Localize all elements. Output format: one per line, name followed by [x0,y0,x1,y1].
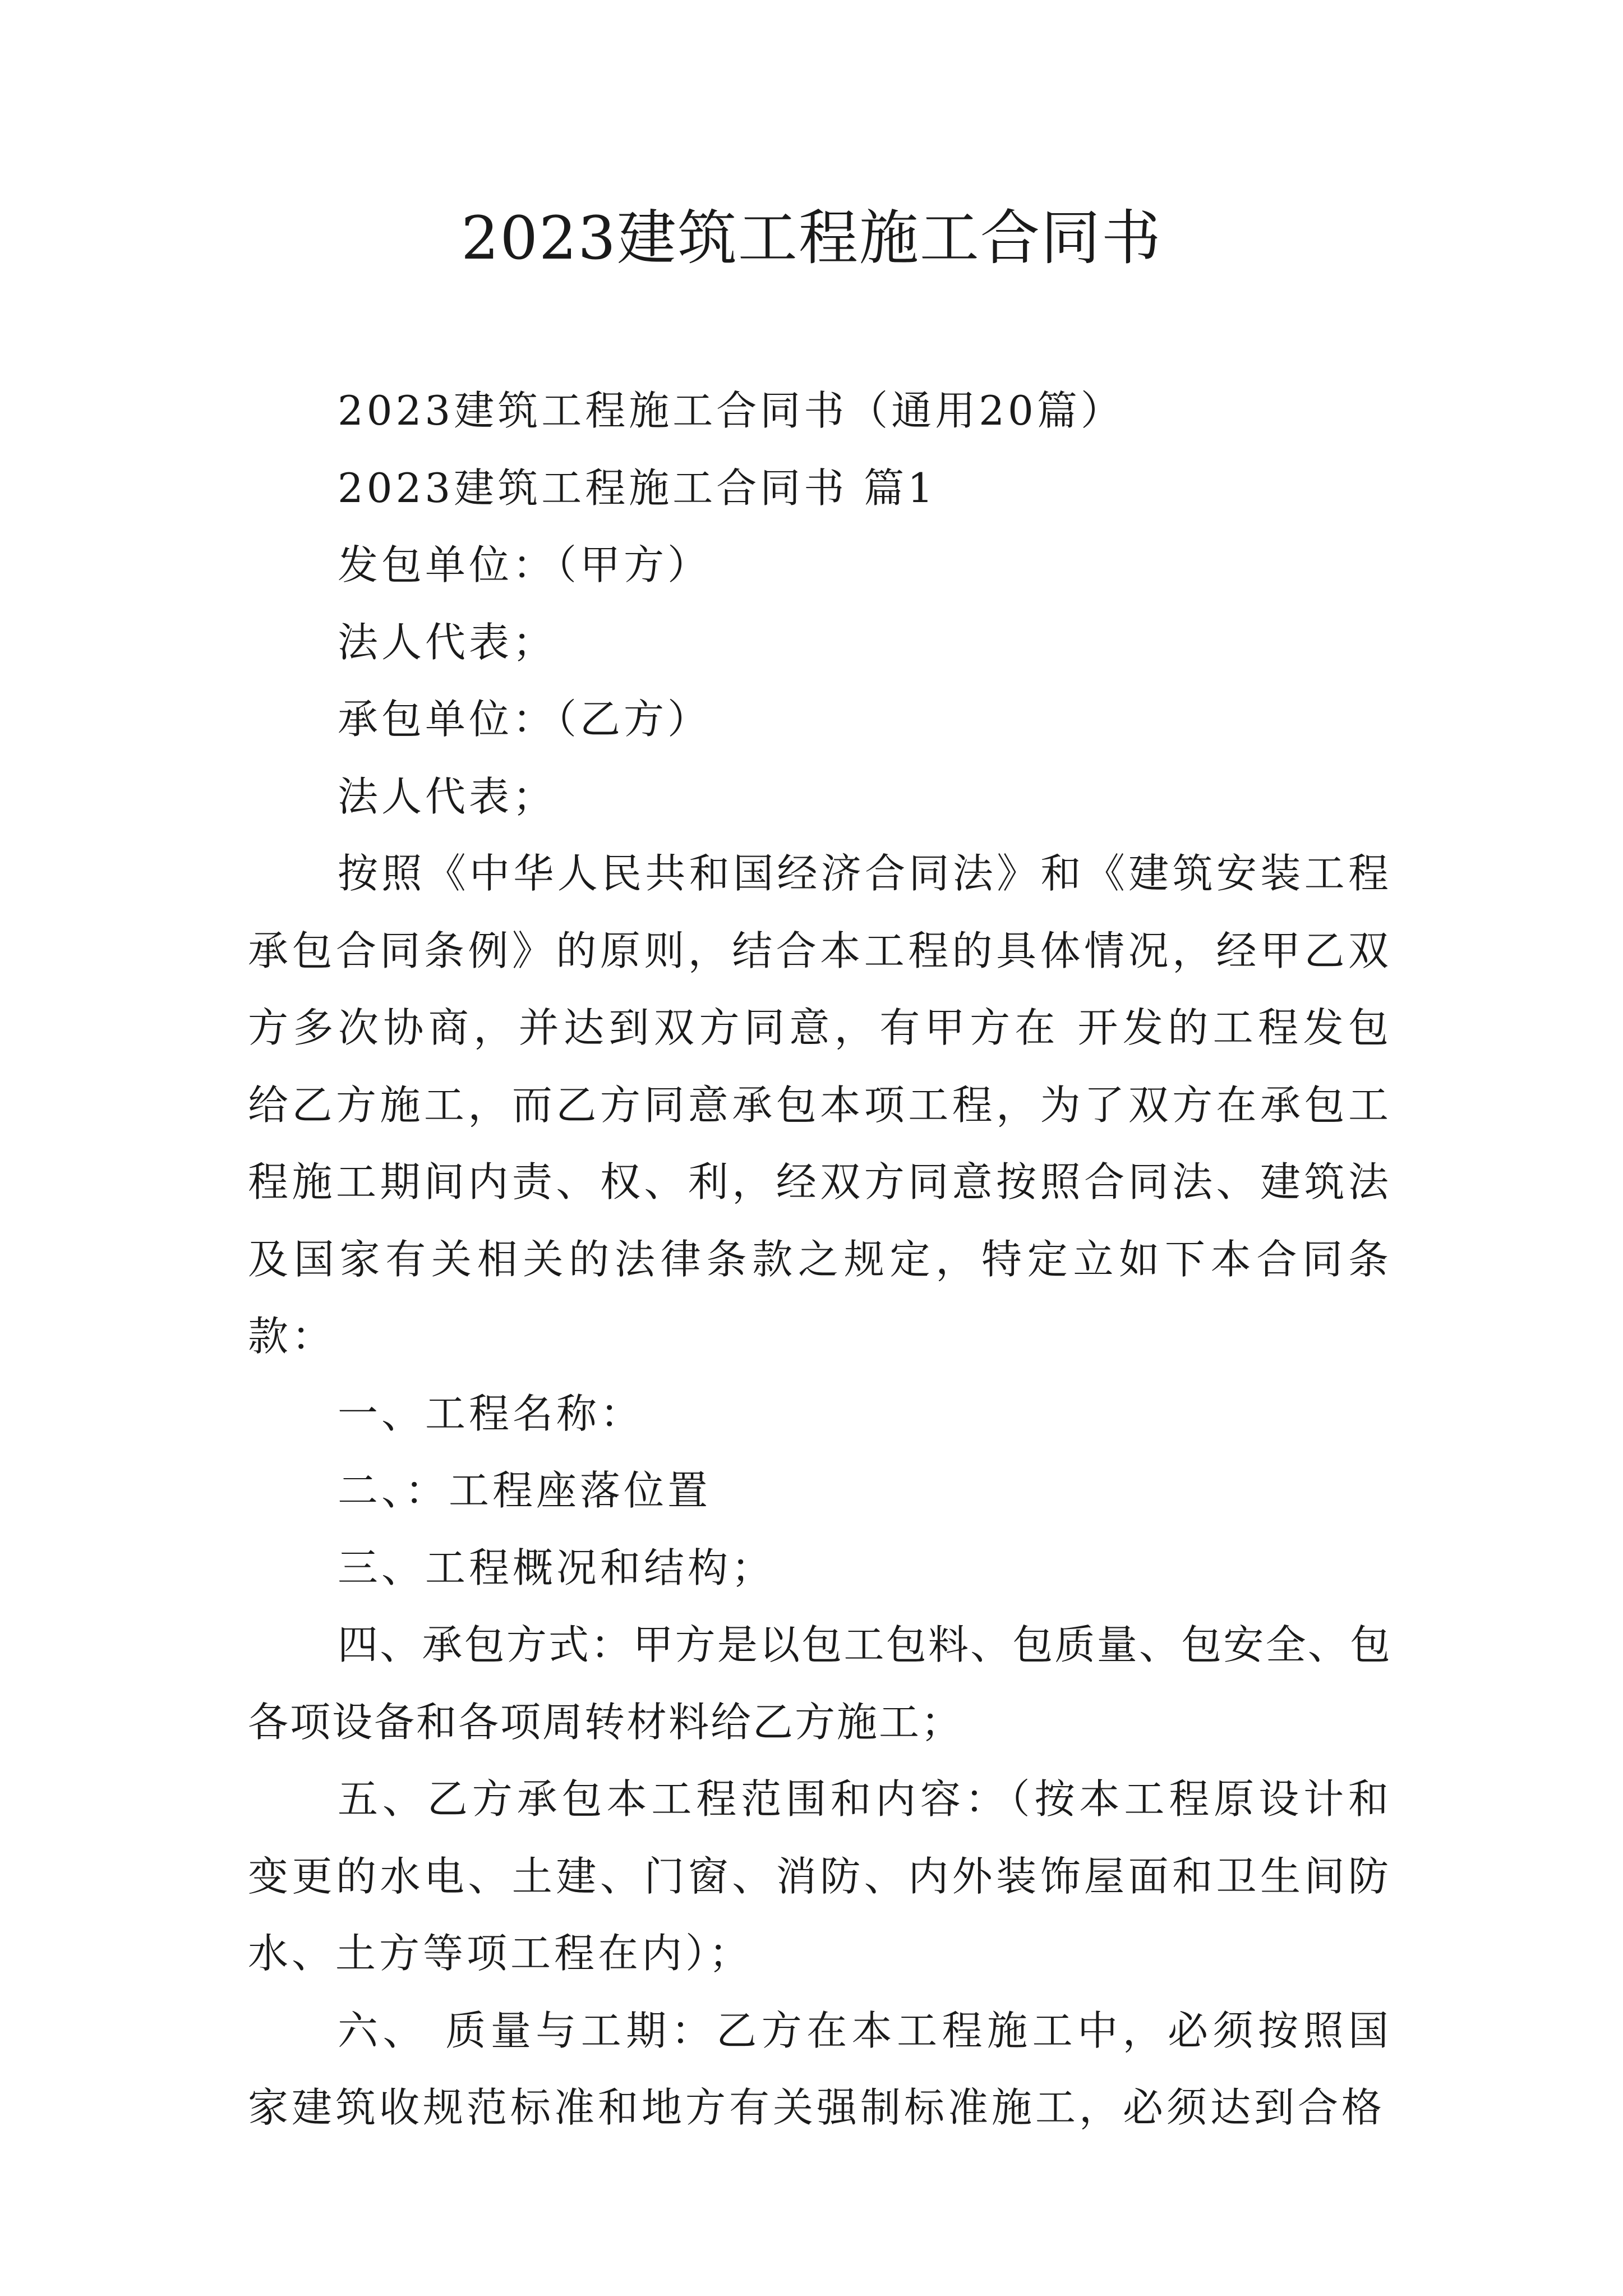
party-a-representative: 法人代表； [338,618,557,666]
preamble-paragraph: 按照《中华人民共和国经济合同法》和《建筑安装工程承包合同条例》的原则，结合本工程的具体情况，经甲乙双方多次协商，并达到双方同意，有甲方在 开发的工程发包给乙方施工，而乙方同意承包本项工程，为了双方在承包工程施工期间内责、权、利，经双方同意按照合同法、建筑法及国家有关相关的法律条款之规定，特定立如下本合同条款： [248,850,1392,1360]
clause-6: 六、 质量与工期：乙方在本工程施工中，必须按照国家建筑收规范标准和地方有关强制标准施工，必须达到合格 [248,2007,1392,2131]
clause-1: 一、工程名称： [338,1389,644,1437]
clause-2: 二、：工程座落位置 [338,1467,712,1514]
clause-5: 五、乙方承包本工程范围和内容：（按本工程原设计和变更的水电、土建、门窗、消防、内外装饰屋面和卫生间防水、土方等项工程在内）； [248,1775,1392,1977]
party-b-representative: 法人代表； [338,772,557,820]
clause-4: 四、承包方式：甲方是以包工包料、包质量、包安全、包各项设备和各项周转材料给乙方施工； [248,1621,1392,1746]
subtitle-collection: 2023建筑工程施工合同书（通用20篇） [338,387,1124,434]
document-body [248,372,1392,2147]
subtitle-part: 2023建筑工程施工合同书 篇1 [338,464,937,512]
party-a-line: 发包单位：（甲方） [338,541,712,588]
clause-3: 三、工程概况和结构； [338,1544,776,1591]
document-title: 2023建筑工程施工合同书 [461,204,1162,273]
party-b-line: 承包单位：（乙方） [338,696,712,743]
